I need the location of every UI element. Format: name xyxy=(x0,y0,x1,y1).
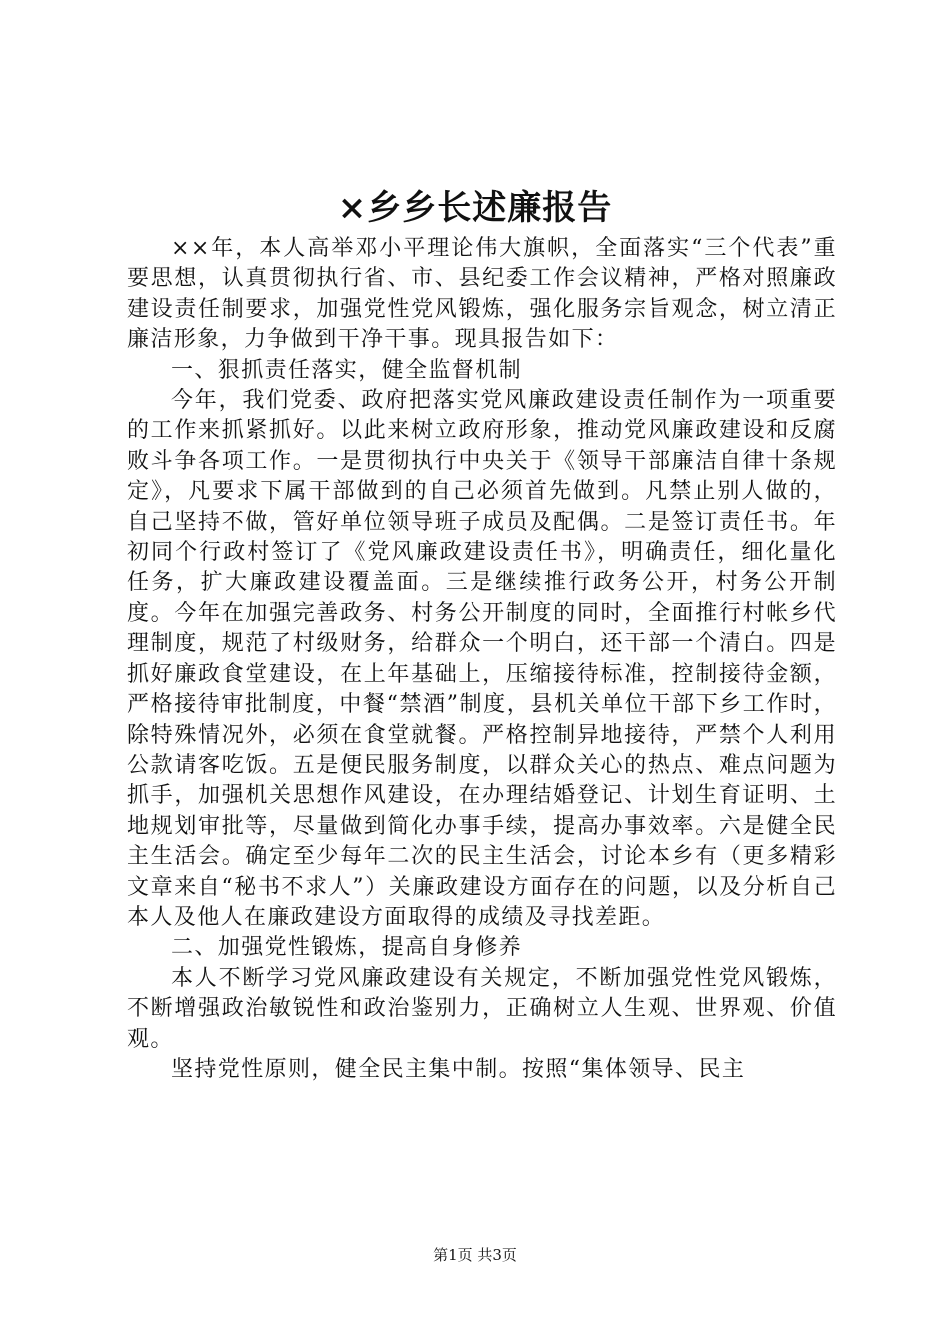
document-body xyxy=(127,234,837,1085)
page-footer xyxy=(0,1245,950,1265)
page-number: 第1页 共3页 xyxy=(433,1246,517,1264)
section-heading-2: 二、加强党性锻炼，提高自身修养 xyxy=(171,935,523,961)
section-2-paragraph-1: 本人不断学习党风廉政建设有关规定，不断加强党性党风锻炼，不断增强政治敏锐性和政治鉴别力，正确树立人生观、世界观、价值观。 xyxy=(127,965,837,1052)
section-2-paragraph-2: 坚持党性原则，健全民主集中制。按照“集体领导、民主 xyxy=(171,1056,746,1082)
intro-paragraph: ××年，本人高举邓小平理论伟大旗帜，全面落实“三个代表”重要思想，认真贯彻执行省、市、县纪委工作会议精神，严格对照廉政建设责任制要求，加强党性党风锻炼，强化服务宗旨观念，树立清正廉洁形象，力争做到干净干事。现具报告如下： xyxy=(127,236,837,353)
section-1-paragraph: 今年，我们党委、政府把落实党风廉政建设责任制作为一项重要的工作来抓紧抓好。以此来树立政府形象，推动党风廉政建设和反腐败斗争各项工作。一是贯彻执行中央关于《领导干部廉洁自律十条规定》，凡要求下属干部做到的自己必须首先做到。凡禁止别人做的，自己坚持不做，管好单位领导班子成员及配偶。二是签订责任书。年初同个行政村签订了《党风廉政建设责任书》，明确责任，细化量化任务，扩大廉政建设覆盖面。三是继续推行政务公开，村务公开制度。今年在加强完善政务、村务公开制度的同时，全面推行村帐乡代理制度，规范了村级财务，给群众一个明白，还干部一个清白。四是抓好廉政食堂建设，在上年基础上，压缩接待标准，控制接待金额，严格接待审批制度，中餐“禁酒”制度，县机关单位干部下乡工作时，除特殊情况外，必须在食堂就餐。严格控制异地接待，严禁个人利用公款请客吃饭。五是便民服务制度，以群众关心的热点、难点问题为抓手，加强机关思想作风建设，在办理结婚登记、计划生育证明、土地规划审批等，尽量做到简化办事手续，提高办事效率。六是健全民主生活会。确定至少每年二次的民主生活会，讨论本乡有（更多精彩文章来自“秘书不求人”）关廉政建设方面存在的问题，以及分析自己本人及他人在廉政建设方面取得的成绩及寻找差距。 xyxy=(127,388,837,930)
section-heading-1: 一、狠抓责任落实，健全监督机制 xyxy=(171,357,523,383)
document-title: ×乡乡长述廉报告 xyxy=(337,188,613,228)
